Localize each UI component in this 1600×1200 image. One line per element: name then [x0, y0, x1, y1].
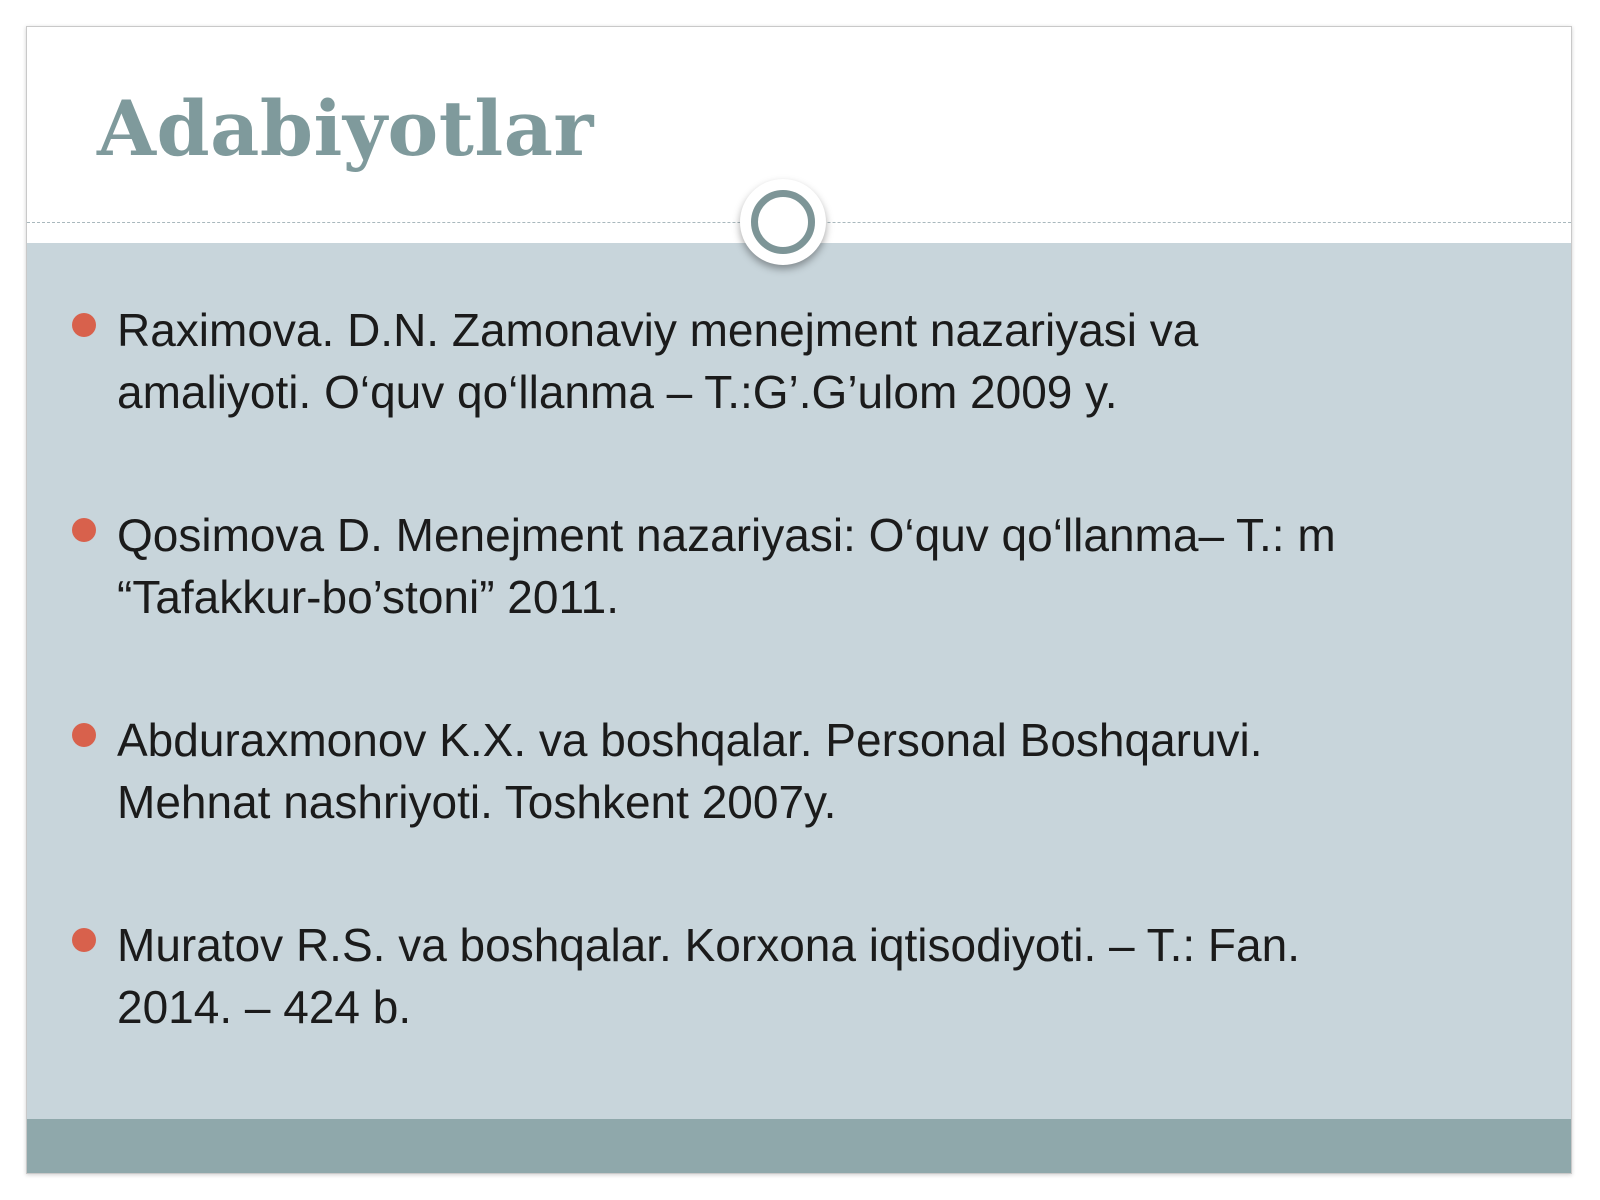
circle-ring-inner [751, 190, 815, 254]
slide [26, 26, 1572, 1174]
reference-item [71, 914, 1511, 1119]
reference-text: Raximova. D.N. Zamonaviy menejment nazariyasi va amaliyoti. O‘quv qo‘llanma – T.:G’.G’ulom 2009 y. [117, 304, 1199, 418]
reference-item [71, 299, 1511, 504]
slide-title: Adabiyotlar [97, 84, 594, 173]
bullet-icon [72, 313, 96, 337]
bullet-icon [72, 928, 96, 952]
reference-item [71, 709, 1511, 914]
reference-list [71, 299, 1511, 1119]
bullet-icon [72, 518, 96, 542]
circle-ring-icon [740, 179, 826, 265]
reference-item [71, 504, 1511, 709]
reference-text: Abduraxmonov K.X. va boshqalar. Personal Boshqaruvi. Mehnat nashriyoti. Toshkent 2007y. [117, 714, 1263, 828]
reference-text: Muratov R.S. va boshqalar. Korxona iqtisodiyoti. – T.: Fan. 2014. – 424 b. [117, 919, 1300, 1033]
bullet-icon [72, 723, 96, 747]
footer-bar [27, 1119, 1571, 1174]
reference-text: Qosimova D. Menejment nazariyasi: O‘quv qo‘llanma– T.: m “Tafakkur-bo’stoni” 2011. [117, 509, 1336, 623]
